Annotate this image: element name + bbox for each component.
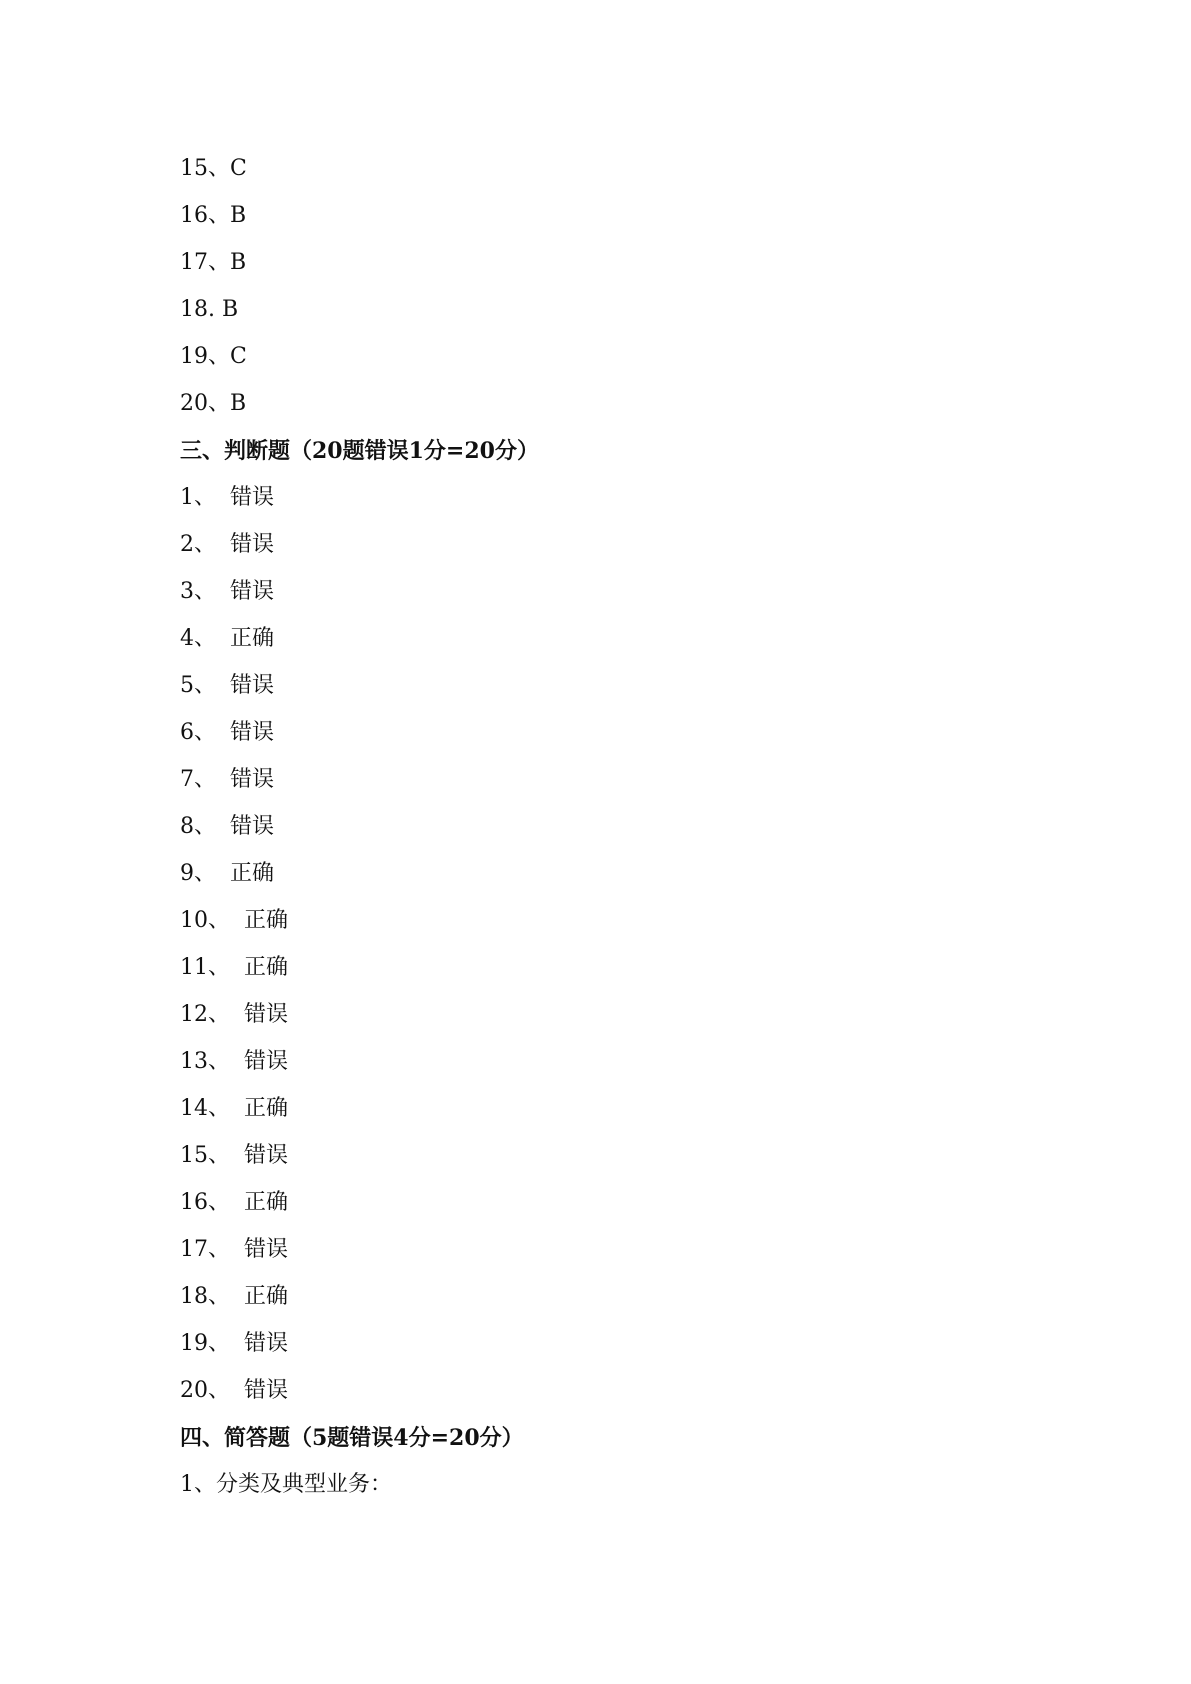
section-heading-judgment: 三、判断题（20题错误1分=20分） (180, 438, 539, 464)
mc-answer-20: 20、B (180, 391, 247, 416)
judgment-answer: 10、 正确 (180, 908, 288, 933)
judgment-answer: 19、 错误 (180, 1331, 288, 1356)
judgment-answer: 7、 错误 (180, 767, 274, 792)
mc-answer-16: 16、B (180, 203, 247, 228)
section-heading-short-answer: 四、简答题（5题错误4分=20分） (180, 1425, 524, 1451)
judgment-answer: 12、 错误 (180, 1002, 288, 1027)
judgment-answer: 18、 正确 (180, 1284, 288, 1309)
mc-answer-17: 17、B (180, 250, 247, 275)
judgment-answer: 20、 错误 (180, 1378, 288, 1403)
judgment-answer: 15、 错误 (180, 1143, 288, 1168)
judgment-answer: 1、 错误 (180, 485, 274, 510)
judgment-answer: 9、 正确 (180, 861, 274, 886)
judgment-answer: 16、 正确 (180, 1190, 288, 1215)
judgment-answer: 13、 错误 (180, 1049, 288, 1074)
judgment-answer: 5、 错误 (180, 673, 274, 698)
judgment-answer: 11、 正确 (180, 955, 288, 980)
judgment-answer: 3、 错误 (180, 579, 274, 604)
judgment-answer: 2、 错误 (180, 532, 274, 557)
judgment-answer: 14、 正确 (180, 1096, 288, 1121)
judgment-answer: 6、 错误 (180, 720, 274, 745)
mc-answer-15: 15、C (180, 156, 247, 181)
judgment-answer: 4、 正确 (180, 626, 274, 651)
judgment-answer: 8、 错误 (180, 814, 274, 839)
judgment-answer: 17、 错误 (180, 1237, 288, 1262)
short-answer-item: 1、分类及典型业务： (180, 1472, 392, 1497)
mc-answer-18: 18. B (180, 297, 239, 322)
mc-answer-19: 19、C (180, 344, 247, 369)
